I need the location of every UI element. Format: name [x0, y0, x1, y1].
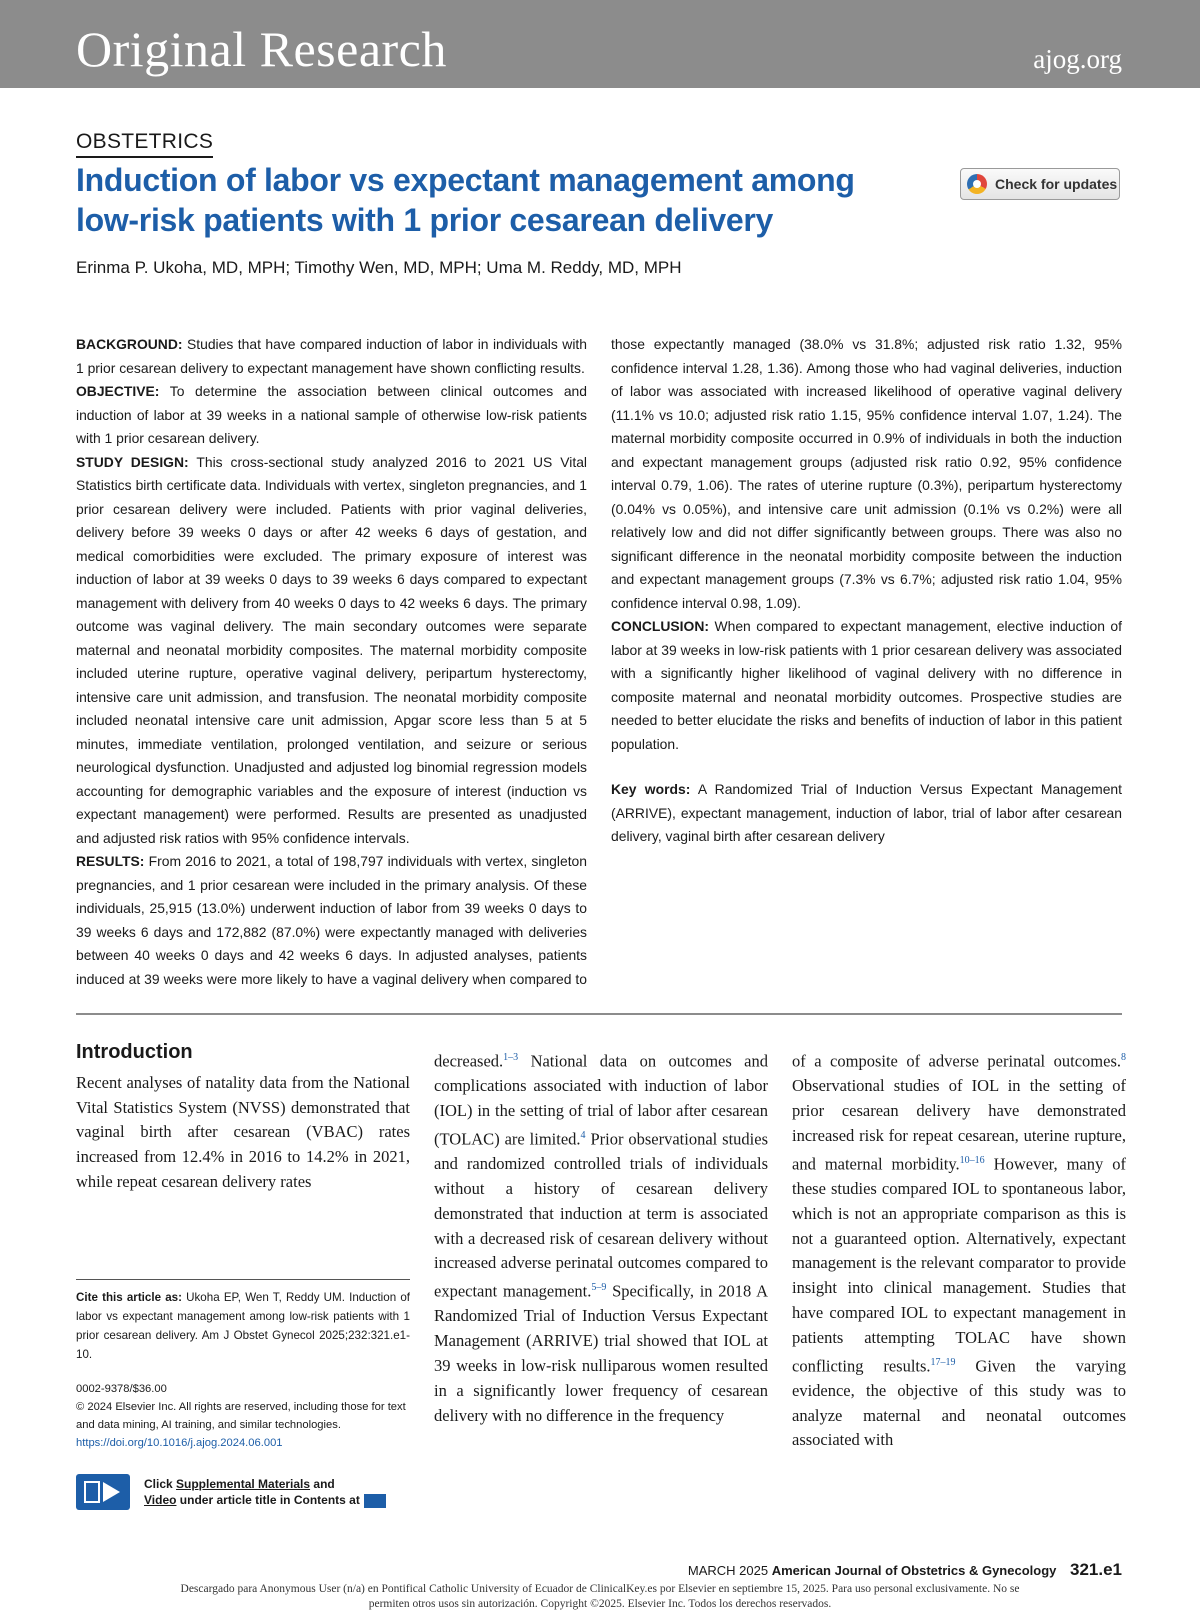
col2-text-c: Prior observational studies and randomized controlled trials of individuals without a history of cesarean delivery demonstrated that induction at term is associated with a decreased risk of cesarean delivery without increased adverse perinatal outcomes compared to expectant management.	[434, 1129, 768, 1301]
body-column-2	[434, 1046, 768, 1428]
page-footer	[688, 1560, 1122, 1580]
citation-label: Cite this article as:	[76, 1291, 182, 1304]
citation-text: Ukoha EP, Wen T, Reddy UM. Induction of labor vs expectant management among low-risk patients with 1 prior cesarean delivery. Am J Obstet Gynecol 2025;232:321.e1-10.	[76, 1291, 410, 1361]
check-for-updates-button[interactable]	[960, 168, 1120, 200]
video-link[interactable]: Video	[144, 1493, 177, 1507]
intro-paragraph-3	[792, 1046, 1126, 1453]
keywords-label: Key words:	[611, 781, 691, 797]
article-title: Induction of labor vs expectant management among low-risk patients with 1 prior cesarean delivery	[76, 162, 855, 238]
keywords-text: A Randomized Trial of Induction Versus Expectant Management (ARRIVE), expectant management, induction of labor, trial of labor after cesarean delivery, vaginal birth after cesarean delivery	[611, 781, 1123, 844]
col2-text-a: decreased.	[434, 1051, 504, 1071]
col2-text-d: Specifically, in 2018 A Randomized Trial of Induction Versus Expectant Management (ARRIVE) trial showed that IOL at 39 weeks in low-risk nulliparous women resulted in a significantly lower frequency of cesarean delivery with no difference in the frequency	[434, 1281, 768, 1425]
abstract-background	[76, 333, 587, 380]
doi-link[interactable]: https://doi.org/10.1016/j.ajog.2024.06.001	[76, 1437, 283, 1449]
page-number: 321.e1	[1070, 1560, 1122, 1579]
conclusion-text: When compared to expectant management, elective induction of labor at 39 weeks in low-risk patients with 1 prior cesarean delivery was associated with a significantly higher likelihood of vaginal delivery with no difference in composite maternal and neonatal morbidity outcomes. Prospective studies are needed to better elucidate the risks and benefits of induction of labor in this patient population.	[611, 618, 1122, 752]
objective-text: To determine the association between clinical outcomes and induction of labor at 39 weeks in a national sample of otherwise low-risk patients with 1 prior cesarean delivery.	[76, 383, 588, 446]
background-text: Studies that have compared induction of labor in individuals with 1 prior cesarean delivery to expectant management have shown conflicting results.	[76, 336, 587, 376]
journal-name: American Journal of Obstetrics & Gynecology	[771, 1563, 1057, 1578]
journal-site-link[interactable]: ajog.org	[1033, 44, 1122, 74]
rights-block	[76, 1380, 410, 1452]
background-label: BACKGROUND:	[76, 336, 183, 352]
study-design-text: This cross-sectional study analyzed 2016 to 2021 US Vital Statistics birth certificate data. Individuals with vertex, singleton pregnancies, and 1 prior cesarean delivery were included. Patients with prior vaginal deliveries, delivery before 39 weeks 0 days or after 42 weeks 6 days of gestation, and medical comorbidities were excluded. The primary exposure of interest was induction of labor at 39 weeks 0 days to 39 weeks 6 days compared to expectant management with delivery from 40 weeks 0 days to 42 weeks 6 days. The primary outcome was vaginal delivery. The main secondary outcomes were separate maternal and neonatal morbidity composites. The maternal morbidity composite included uterine rupture, operative vaginal delivery, peripartum hysterectomy, intensive care unit admission, and transfusion. The neonatal morbidity composite included neonatal intensive care unit admission, Apgar score less than 5 at 5 minutes, immediate ventilation, prolonged ventilation, and seizure or serious neurological dysfunction. Unadjusted and adjusted log binomial regression models accounting for demographic variables and the exposure of interest (induction vs expectant management) were performed. Results are presented as unadjusted and adjusted risk ratios with 95% confidence intervals.	[76, 453, 588, 846]
check-updates-icon	[967, 174, 987, 194]
abstract-study-design	[76, 451, 587, 851]
copyright-notice: © 2024 Elsevier Inc. All rights are reserved, including those for text and data mining, AI training, and similar technologies.	[76, 1401, 406, 1431]
download-notice: Descargado para Anonymous User (n/a) en Pontifical Catholic University of Ecuador de ClinicalKey.es por Elsevier en septiembre 15, 2025. Para uso personal exclusivamente. No se permiten otros usos sin autorización. Copyright ©2025. Elsevier Inc. Todos los derechos reservados.	[180, 1583, 1020, 1610]
reference-link[interactable]: 4	[580, 1129, 586, 1141]
banner-title: Original Research	[76, 21, 447, 77]
supplemental-text	[144, 1476, 386, 1508]
supp-prefix: Click	[144, 1477, 177, 1491]
col3-text-b: Observational studies of IOL in the setting of prior cesarean delivery have demonstrated increased risk for repeat cesarean, uterine rupture, and maternal morbidity.	[792, 1076, 1126, 1174]
abstract	[76, 333, 1122, 998]
section-label: OBSTETRICS	[76, 130, 213, 158]
col3-text-c: However, many of these studies compared IOL to spontaneous labor, which is not an appropriate comparison as this is not a guaranteed option. Alternatively, expectant management is the relevant comparator to provide insight into clinical management. Studies that have compared IOL to expectant management in patients attempting TOLAC have shown conflicting results.	[792, 1154, 1126, 1376]
results-text: From 2016 to 2021, a total of 198,797 individuals with vertex, singleton pregnancies, and 1 prior cesarean were included in the primary analysis. Of these individuals, 25,915 (13.0%) underwent induction of labor from 39 weeks 0 days to 39 weeks 6 days and 172,882 (87.0%) were expectantly managed with deliveries between 40 weeks 0 days and 42 weeks 6 days. In adjusted analyses, patients induced at 39 weeks were more likely to have a vaginal delivery when compared to those expectantly managed (38.0% vs 31.8%; adjusted risk ratio 1.32, 95% confidence interval 1.28, 1.36). Among those who had vaginal deliveries, induction of labor was associated with increased likelihood of operative vaginal delivery (11.1% vs 10.0; adjusted risk ratio 1.15, 95% confidence interval 1.07, 1.24). The maternal morbidity composite occurred in 0.9% of individuals in both the induction and expectant management groups (adjusted risk ratio 0.92, 95% confidence interval 0.79, 1.06). The rates of uterine rupture (0.3%), peripartum hysterectomy (0.04% vs 0.05%), and intensive care unit admission (0.1% vs 0.2%) were all relatively low and did not differ significantly between groups. There was also no significant difference in the neonatal morbidity composite between the induction and expectant management groups (7.3% vs 6.7%; adjusted risk ratio 1.04, 95% confidence interval 0.98, 1.09).	[76, 336, 1122, 987]
check-updates-label: Check for updates	[995, 176, 1118, 192]
journal-contents-icon	[364, 1494, 386, 1508]
abstract-keywords	[611, 778, 1122, 849]
author-list: Erinma P. Ukoha, MD, MPH; Timothy Wen, MD, MPH; Uma M. Reddy, MD, MPH	[76, 258, 682, 277]
study-design-label: STUDY DESIGN:	[76, 453, 189, 470]
reference-link[interactable]: 8	[1121, 1052, 1126, 1063]
supplemental-materials-notice	[76, 1472, 410, 1512]
objective-label: OBJECTIVE:	[76, 383, 160, 399]
col3-text-a: of a composite of adverse perinatal outcomes.	[792, 1051, 1121, 1071]
abstract-objective	[76, 380, 587, 451]
journal-banner	[0, 0, 1200, 88]
abstract-conclusion	[611, 615, 1122, 756]
conclusion-label: CONCLUSION:	[611, 618, 710, 634]
introduction-heading: Introduction	[76, 1041, 193, 1063]
citation-box	[76, 1279, 410, 1364]
body-column-3	[792, 1046, 1126, 1453]
results-label: RESULTS:	[76, 853, 145, 869]
supplemental-materials-link[interactable]: Supplemental Materials	[176, 1477, 311, 1491]
price-code: 0002-9378/$36.00	[76, 1383, 167, 1395]
reference-link[interactable]: 10–16	[959, 1154, 985, 1166]
reference-link[interactable]: 1–3	[503, 1052, 519, 1063]
col2-text-b: National data on outcomes and complications associated with induction of labor (IOL) in the setting of trial of labor after cesarean (TOLAC) are limited.	[434, 1051, 768, 1149]
reference-link[interactable]: 5–9	[591, 1282, 607, 1294]
supp-suffix: under article title in Contents at	[176, 1493, 360, 1507]
issue-date: MARCH 2025	[687, 1563, 769, 1578]
reference-link[interactable]: 17–19	[930, 1356, 956, 1368]
abstract-divider	[76, 1013, 1122, 1015]
body-column-1	[76, 1040, 410, 1195]
intro-paragraph-2	[434, 1046, 768, 1428]
col3-text-d: Given the varying evidence, the objective of this study was to analyze maternal and neonatal outcomes associated with	[792, 1356, 1126, 1450]
intro-paragraph-1: Recent analyses of natality data from the National Vital Statistics System (NVSS) demonstrated that vaginal birth after cesarean (VBAC) rates increased from 12.4% in 2016 to 14.2% in 2021, while repeat cesarean delivery rates	[76, 1072, 410, 1191]
supplemental-materials-icon	[76, 1474, 130, 1510]
supp-mid: and	[310, 1477, 335, 1491]
